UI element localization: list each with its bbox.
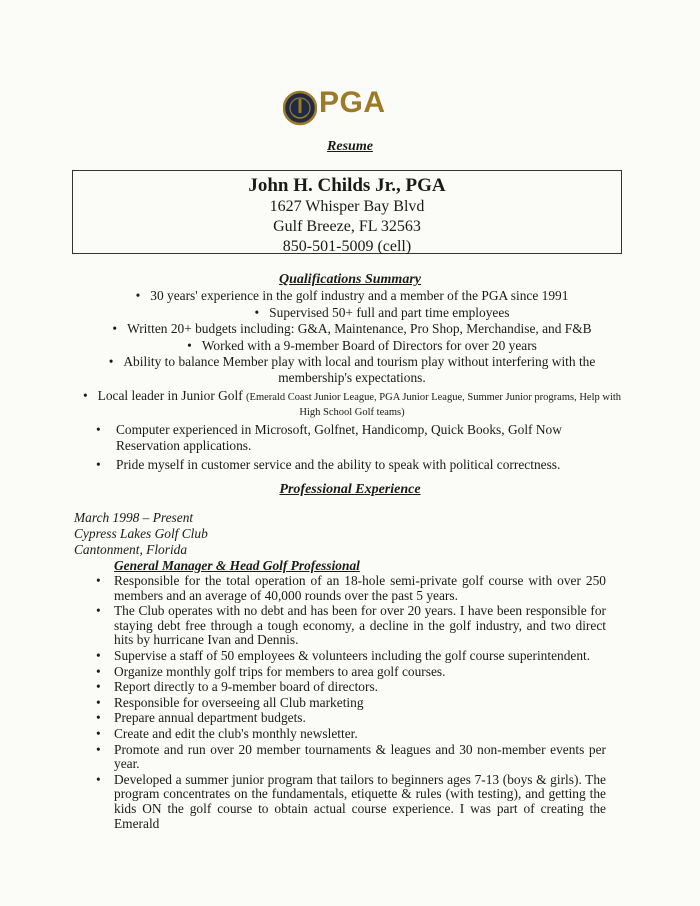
phone-number: 850-501-5009 (cell) — [282, 238, 412, 255]
list-item: • Supervise a staff of 50 employees & volunteers including the golf course superintendent. — [96, 649, 606, 664]
address-line-2: Gulf Breeze, FL 32563 — [273, 218, 421, 235]
list-item: • Prepare annual department budgets. — [96, 711, 606, 726]
list-item: • Worked with a 9-member Board of Directors for over 20 years — [187, 337, 537, 353]
list-item: • Developed a summer junior program that tailors to beginners ages 7-13 (boys & girls). The program concentrates on the fundamentals, etiquette & rules (with testing), and getting the kids ON the golf course to obtain actual course experience. I was part of creating the Emerald — [96, 773, 606, 831]
list-item: • 30 years' experience in the golf industry and a member of the PGA since 1991 — [135, 288, 569, 303]
list-item: • Local leader in Junior Golf (Emerald Coast Junior League, PGA Junior League, Summer Junior programs, Help with High School Golf teams) — [82, 388, 622, 418]
list-item: • Promote and run over 20 member tournaments & leagues and 30 non-member events per year. — [96, 743, 606, 772]
list-item: • Computer experienced in Microsoft, Golfnet, Handicomp, Quick Books, Golf Now Reservation applications. — [96, 422, 562, 453]
qualification-text: Local leader in Junior Golf — [97, 388, 243, 403]
list-item: • Create and edit the club's monthly newsletter. — [96, 727, 606, 742]
job-role: General Manager & Head Golf Professional — [114, 558, 360, 573]
qualification-text: Pride myself in customer service and the ability to speak with political correctness. — [116, 457, 561, 472]
pga-logo-text: PGA — [319, 86, 386, 119]
qualifications-list — [82, 288, 622, 474]
list-item: • Supervised 50+ full and part time employees — [254, 304, 510, 320]
pga-seal-icon — [283, 88, 317, 128]
contact-header-box — [72, 170, 622, 254]
qualification-text: Computer experienced in Microsoft, Golfnet, Handicomp, Quick Books, Golf Now Reservation applications. — [116, 422, 562, 453]
list-item: • Organize monthly golf trips for members to area golf courses. — [96, 665, 606, 680]
pga-logo — [283, 88, 408, 128]
document-title: Resume — [327, 139, 373, 154]
qualifications-title: Qualifications Summary — [279, 272, 421, 287]
qualification-text: Supervised 50+ full and part time employees — [269, 304, 510, 320]
list-item: • Responsible for the total operation of an 18-hole semi-private golf course with over 250 members and an average of 40,000 rounds over the past 5 years. — [96, 574, 606, 603]
list-item: • Written 20+ budgets including: G&A, Maintenance, Pro Shop, Merchandise, and F&B — [112, 321, 592, 336]
list-item: • Responsible for overseeing all Club marketing — [96, 696, 606, 711]
job-employer: Cypress Lakes Golf Club — [74, 526, 208, 541]
list-item: • Ability to balance Member play with local and tourism play without interfering with the membership's expectations. — [108, 354, 596, 385]
applicant-name: John H. Childs Jr., PGA — [248, 175, 446, 196]
job-entry — [74, 510, 634, 832]
duties-list — [96, 574, 606, 831]
qualification-text: Written 20+ budgets including: G&A, Maintenance, Pro Shop, Merchandise, and F&B — [127, 321, 592, 336]
job-dates: March 1998 – Present — [74, 510, 194, 525]
junior-golf-note: (Emerald Coast Junior League, PGA Junior League, Summer Junior programs, Help with High School Golf teams) — [246, 392, 622, 418]
qualification-text: 30 years' experience in the golf industry and a member of the PGA since 1991 — [150, 288, 569, 303]
job-location: Cantonment, Florida — [74, 542, 188, 557]
address-line-1: 1627 Whisper Bay Blvd — [269, 198, 425, 215]
qualification-text: Worked with a 9-member Board of Directors for over 20 years — [201, 337, 537, 353]
qualification-text: Ability to balance Member play with local and tourism play without interfering with the membership's expectations. — [123, 354, 596, 385]
list-item: • Pride myself in customer service and the ability to speak with political correctness. — [96, 457, 561, 472]
experience-title: Professional Experience — [279, 482, 421, 497]
list-item: • The Club operates with no debt and has been for over 20 years. I have been responsible for staying debt free through a tough economy, a decline in the golf industry, and two direct hits by hurricane Ivan and Dennis. — [96, 604, 606, 648]
list-item: • Report directly to a 9-member board of directors. — [96, 680, 606, 695]
